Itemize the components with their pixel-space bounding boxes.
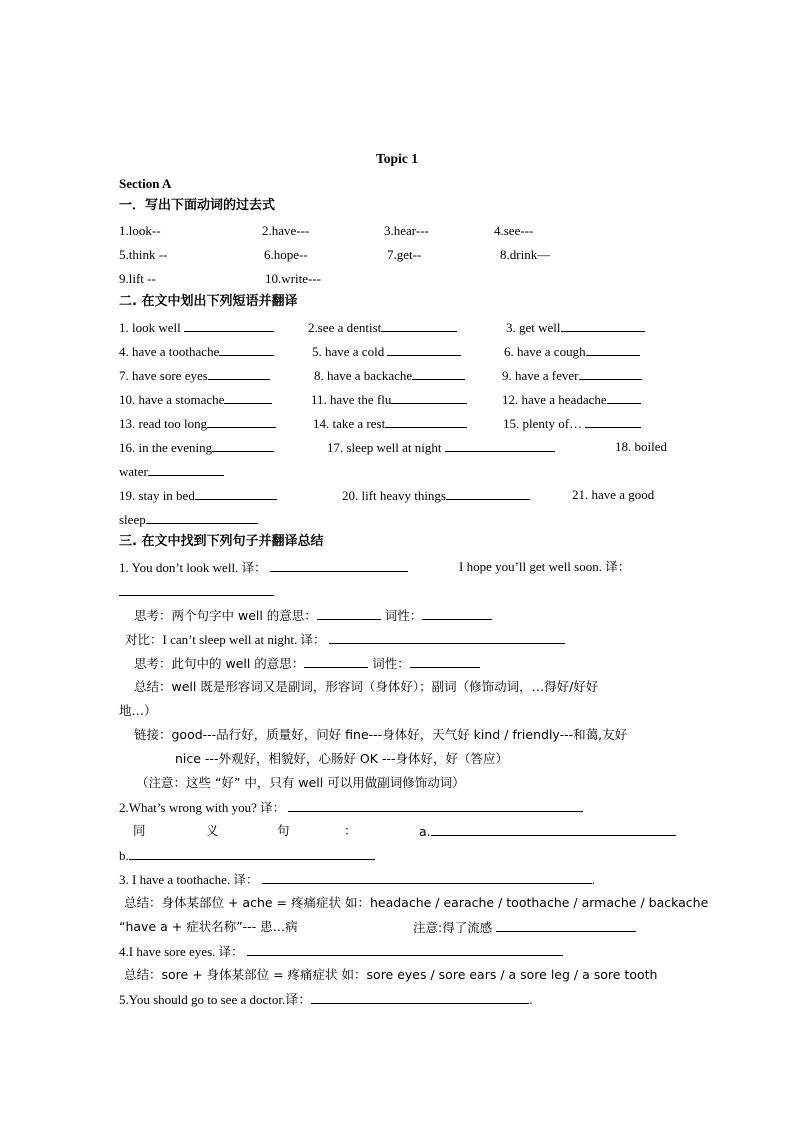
phrase-label: 10. have a stomache [119, 392, 225, 407]
phrase-label: 14. take a rest [313, 416, 386, 431]
part1-row2 [119, 245, 679, 265]
synonym-char: 同 [133, 823, 146, 838]
answer-blank[interactable] [119, 581, 274, 596]
part2-row [119, 509, 679, 529]
synonym-char: ： [344, 823, 357, 838]
answer-blank[interactable] [311, 989, 529, 1004]
part2-row [119, 317, 679, 337]
answer-blank[interactable] [422, 605, 492, 620]
part1-row3 [119, 269, 679, 289]
phrase-label: 1. look well [119, 320, 181, 335]
answer-blank[interactable] [496, 917, 636, 932]
translate-label: 译： [233, 872, 259, 887]
translate-label: 译： [218, 944, 244, 959]
sentence-text: 4.I have sore eyes. [119, 944, 216, 959]
part1-item: 6.hope-- [264, 247, 308, 262]
part2-row [119, 365, 679, 385]
answer-blank[interactable] [224, 389, 272, 404]
part1-item: 5.think -- [119, 247, 168, 262]
pos-label: 词性： [384, 608, 423, 623]
summary-line: 总结：身体某部位 + ache = 疼痛症状 如：headache / earache / toothache / armache / backache [124, 895, 709, 910]
period: . [529, 992, 533, 1007]
answer-blank[interactable] [585, 413, 641, 428]
summary-line [119, 917, 679, 937]
compare-row [125, 629, 685, 649]
option-label: b. [119, 848, 129, 863]
phrase-label: 6. have a cough [504, 344, 586, 359]
pos-label: 词性： [372, 656, 410, 671]
answer-blank[interactable] [607, 389, 641, 404]
part2-row [119, 341, 679, 361]
part1-item: 8.drink— [500, 247, 551, 262]
answer-blank[interactable] [195, 485, 277, 500]
sentence-text: 1. You don’t look well. [119, 560, 239, 575]
phrase-label: 2.see a dentist [308, 320, 382, 335]
page-title: Topic 1 [376, 151, 418, 166]
section-label: Section A [119, 176, 172, 191]
answer-blank[interactable] [317, 605, 381, 620]
summary-line: 总结：well 既是形容词又是副词，形容词（身体好）；副词（修饰动词，…得好/好好 [134, 679, 599, 694]
answer-blank[interactable] [146, 509, 258, 524]
synonym-b-row [119, 845, 679, 865]
phrase-label: sleep [119, 512, 146, 527]
phrase-label: 13. read too long [119, 416, 208, 431]
phrase-label: 21. have a good [572, 487, 655, 502]
synonym-char: 句 [277, 823, 290, 838]
sentence-text: 2.What’s wrong with you? [119, 800, 257, 815]
translate-label: 译： [260, 800, 286, 815]
phrase-label: 15. plenty of… [503, 416, 583, 431]
part1-item: 3.hear--- [384, 223, 429, 238]
phrase-label: 7. have sore eyes [119, 368, 208, 383]
link-line: 链接：good---品行好，质量好，问好 fine---身体好，天气好 kind / friendly---和蔼,友好 [134, 727, 628, 742]
phrase-label: 17. sleep well at night [327, 440, 442, 455]
synonym-char: 义 [206, 823, 219, 838]
part2-row [119, 485, 679, 505]
phrase-label: 16. in the evening [119, 440, 213, 455]
phrase-label: 18. boiled [615, 439, 667, 454]
answer-blank[interactable] [445, 437, 555, 452]
answer-blank[interactable] [288, 797, 583, 812]
phrase-label: 20. lift heavy things [342, 488, 446, 503]
answer-blank[interactable] [431, 821, 676, 836]
part1-item: 4.see--- [494, 223, 534, 238]
phrase-label: water [119, 464, 148, 479]
compare-label: 对比： [125, 632, 163, 647]
answer-blank[interactable] [262, 869, 592, 884]
answer-blank[interactable] [391, 389, 467, 404]
phrase-label: 4. have a toothache [119, 344, 220, 359]
link-line: nice ---外观好，相貌好，心肠好 OK ---身体好，好（答应） [175, 751, 508, 766]
phrase-label: 8. have a backache [314, 368, 413, 383]
sentence-1 [119, 557, 679, 577]
part2-row [119, 461, 679, 481]
summary-line: 地…） [119, 703, 157, 718]
phrase-label: 12. have a headache [502, 392, 607, 407]
answer-blank[interactable] [410, 653, 480, 668]
answer-blank[interactable] [385, 413, 467, 428]
answer-blank[interactable] [184, 317, 274, 332]
sentence-text: I hope you’ll get well soon. [459, 559, 602, 574]
answer-blank[interactable] [207, 413, 276, 428]
part2-row [119, 413, 679, 433]
phrase-label: 9. have a fever [502, 368, 579, 383]
translate-label: 译： [300, 632, 326, 647]
sentence-3 [119, 869, 679, 889]
answer-blank[interactable] [129, 845, 375, 860]
sentence-text: 3. I have a toothache. [119, 872, 231, 887]
blank-row [119, 581, 679, 601]
translate-label: 译： [605, 559, 631, 574]
part1-row1 [119, 221, 679, 241]
answer-blank[interactable] [446, 485, 530, 500]
part2-row [119, 437, 679, 457]
part1-item: 9.lift -- [119, 271, 156, 286]
summary-text: “have a + 症状名称”--- 患…病 [119, 919, 298, 934]
part1-item: 10.write--- [265, 271, 321, 286]
think-text: 思考：此句中的 well 的意思： [134, 656, 305, 671]
option-label: a. [419, 824, 431, 839]
summary-line: 总结：sore + 身体某部位 = 疼痛症状 如：sore eyes / sore ears / a sore leg / a sore tooth [124, 967, 658, 982]
phrase-label: 19. stay in bed [119, 488, 195, 503]
answer-blank[interactable] [219, 341, 274, 356]
part2-row [119, 389, 679, 409]
answer-blank[interactable] [412, 365, 465, 380]
answer-blank[interactable] [148, 461, 224, 476]
part1-item: 7.get-- [387, 247, 422, 262]
answer-blank[interactable] [381, 317, 457, 332]
answer-blank[interactable] [579, 365, 642, 380]
translate-label: 译： [241, 560, 267, 575]
note-text: 注意:得了流感 [413, 920, 493, 935]
part1-heading: 一．写出下面动词的过去式 [119, 198, 276, 213]
sentence-2 [119, 797, 679, 817]
answer-blank[interactable] [561, 317, 645, 332]
phrase-label: 5. have a cold [312, 344, 385, 359]
part2-heading: 二. 在文中划出下列短语并翻译 [119, 294, 298, 309]
part1-item: 2.have--- [262, 223, 310, 238]
answer-blank[interactable] [208, 365, 270, 380]
sentence-text: I can’t sleep well at night. [162, 632, 298, 647]
phrase-label: 3. get well [506, 320, 561, 335]
part3-heading: 三. 在文中找到下列句子并翻译总结 [119, 534, 324, 549]
note-line: （注意：这些 “好” 中，只有 well 可以用做副词修饰动词） [136, 775, 465, 790]
answer-blank[interactable] [586, 341, 640, 356]
answer-blank[interactable] [212, 437, 274, 452]
sentence-4 [119, 941, 679, 961]
answer-blank[interactable] [304, 653, 368, 668]
think-row [134, 653, 694, 673]
sentence-text: 5.You should go to see a doctor.译： [119, 992, 312, 1007]
part1-item: 1.look-- [119, 223, 161, 238]
phrase-label: 11. have the flu [311, 392, 392, 407]
answer-blank[interactable] [270, 557, 408, 572]
answer-blank[interactable] [247, 941, 563, 956]
period: . [591, 872, 595, 887]
answer-blank[interactable] [329, 629, 565, 644]
answer-blank[interactable] [387, 341, 461, 356]
sentence-5 [119, 989, 679, 1009]
think-text: 思考：两个句字中 well 的意思： [134, 608, 317, 623]
synonym-row [119, 821, 679, 841]
think-row [134, 605, 694, 625]
